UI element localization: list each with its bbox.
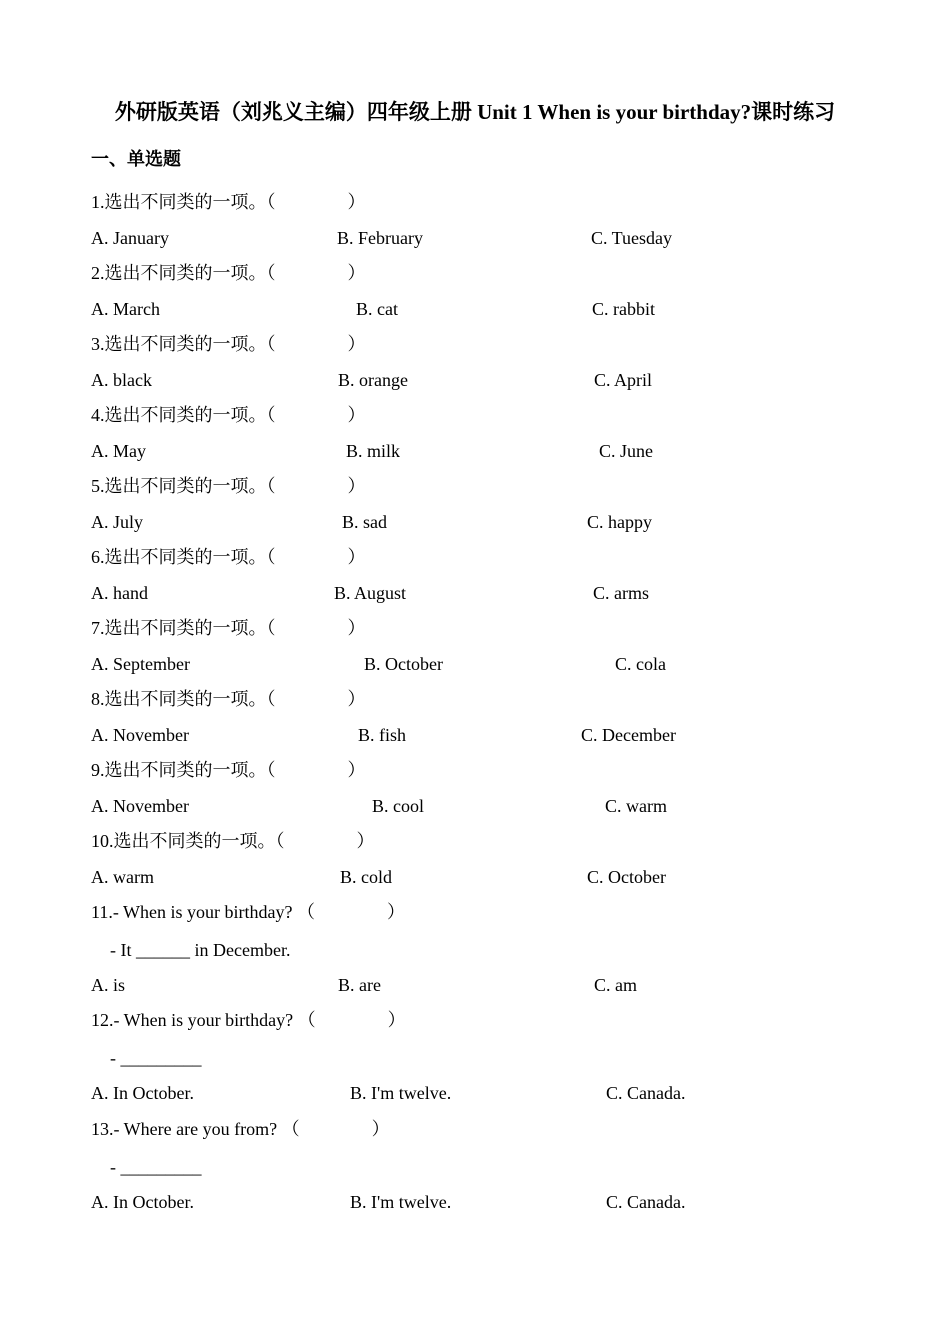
option-c: C. rabbit [592, 299, 655, 319]
option-b: B. cat [356, 299, 398, 319]
option-c: C. October [587, 867, 666, 887]
option-a: A. March [91, 299, 160, 319]
option-a: A. hand [91, 583, 148, 603]
option-c: C. am [594, 975, 637, 995]
option-c: C. Tuesday [591, 228, 673, 248]
option-c: C. happy [587, 512, 652, 532]
option-c: C. Canada. [606, 1083, 686, 1103]
question-stem: 7.选出不同类的一项。（ ） [91, 618, 366, 638]
option-a: A. January [91, 228, 169, 248]
question-stem: 10.选出不同类的一项。（ ） [91, 831, 375, 851]
option-a: A. black [91, 370, 152, 390]
question-stem: 6.选出不同类的一项。（ ） [91, 547, 366, 567]
question-stem: 5.选出不同类的一项。（ ） [91, 476, 366, 496]
option-c: C. June [599, 441, 653, 461]
document-title: 外研版英语（刘兆义主编）四年级上册 Unit 1 When is your birthday?课时练习 [114, 100, 836, 124]
option-b: B. are [338, 975, 381, 995]
option-c: C. warm [605, 796, 667, 816]
option-a: A. September [91, 654, 190, 674]
option-b: B. August [334, 583, 407, 603]
option-b: B. I'm twelve. [350, 1083, 452, 1103]
option-b: B. milk [346, 441, 401, 461]
option-a: A. November [91, 796, 189, 816]
option-b: B. fish [358, 725, 407, 745]
question-stem: 2.选出不同类的一项。（ ） [91, 263, 366, 283]
option-c: C. cola [615, 654, 666, 674]
option-b: B. I'm twelve. [350, 1192, 452, 1212]
question-stem: 4.选出不同类的一项。（ ） [91, 405, 366, 425]
option-b: B. October [364, 654, 443, 674]
option-a: A. November [91, 725, 189, 745]
option-c: C. Canada. [606, 1192, 686, 1212]
option-c: C. December [581, 725, 676, 745]
option-b: B. February [337, 228, 423, 248]
question-stem: 11.- When is your birthday? （ ） [91, 902, 405, 922]
question-stem: 12.- When is your birthday? （ ） [91, 1010, 406, 1030]
section-heading: 一、单选题 [91, 149, 181, 169]
question-stem: 1.选出不同类的一项。（ ） [91, 192, 366, 212]
option-c: C. arms [593, 583, 649, 603]
option-b: B. cold [340, 867, 392, 887]
option-a: A. May [91, 441, 146, 461]
question-sub-line: - _________ [110, 1048, 202, 1068]
option-a: A. warm [91, 867, 154, 887]
option-a: A. July [91, 512, 144, 532]
option-a: A. is [91, 975, 126, 995]
question-stem: 3.选出不同类的一项。（ ） [91, 334, 366, 354]
option-b: B. orange [338, 370, 408, 390]
question-sub-line: - It ______ in December. [110, 940, 291, 960]
question-stem: 13.- Where are you from? （ ） [91, 1119, 390, 1139]
option-c: C. April [594, 370, 653, 390]
option-a: A. In October. [91, 1192, 194, 1212]
option-b: B. sad [342, 512, 387, 532]
question-stem: 9.选出不同类的一项。（ ） [91, 760, 366, 780]
option-a: A. In October. [91, 1083, 194, 1103]
option-b: B. cool [372, 796, 424, 816]
question-sub-line: - _________ [110, 1157, 202, 1177]
question-stem: 8.选出不同类的一项。（ ） [91, 689, 366, 709]
